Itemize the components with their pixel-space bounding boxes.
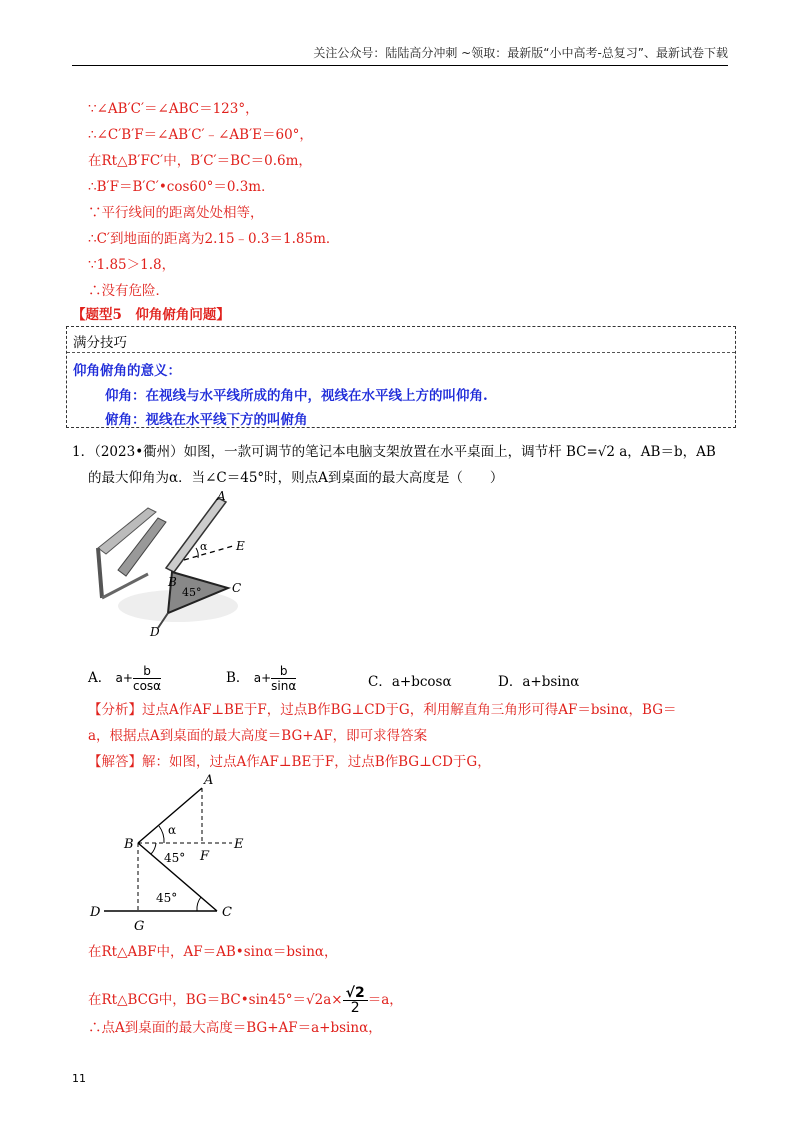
- photo-label-a: A: [217, 489, 226, 503]
- tips-divider: [67, 352, 735, 353]
- option-c-text: a+bcosα: [391, 674, 452, 690]
- solution-line: ∴没有危险．: [88, 283, 169, 299]
- analysis-line: a，根据点A到桌面的最大高度＝BG+AF，即可求得答案: [88, 728, 428, 744]
- question-line: 的最大仰角为α．当∠C＝45°时，则点A到桌面的最大高度是（ ）: [88, 470, 504, 486]
- answer-fraction-num: √2: [343, 986, 368, 1001]
- option-d-text: a+bsinα: [522, 674, 580, 690]
- answer-fraction-den: 2: [350, 1000, 360, 1016]
- answer-line-bcg-pre: 在Rt△BCG中，BG＝BC•sin45°＝√2a×: [88, 992, 343, 1008]
- option-a-den: cosα: [132, 679, 162, 693]
- diagram-label-c: C: [222, 905, 232, 920]
- page-number: 11: [72, 1072, 86, 1085]
- tips-line-elevation: 仰角：在视线与水平线所成的角中，视线在水平线上方的叫仰角.: [105, 388, 488, 404]
- tips-title: 满分技巧: [73, 335, 127, 351]
- option-b[interactable]: [226, 664, 296, 693]
- option-a-label: A．: [88, 670, 112, 686]
- diagram-label-f: F: [200, 849, 210, 864]
- solution-line: ∵1.85＞1.8，: [88, 257, 176, 273]
- diagram-label-b: B: [124, 837, 134, 852]
- answer-fraction: [343, 986, 368, 1015]
- diagram-label-d: D: [90, 905, 101, 920]
- analysis-line: 【分析】过点A作AF⊥BE于F，过点B作BG⊥CD于G，利用解直角三角形可得AF＝bsinα，BG＝: [88, 702, 677, 718]
- option-b-num: b: [271, 664, 296, 679]
- section-title: 【题型5 仰角俯角问题】: [72, 307, 230, 323]
- option-d[interactable]: [498, 670, 579, 690]
- option-b-den: sinα: [271, 679, 297, 693]
- laptop-stand-figure: [88, 488, 268, 638]
- page-header: 关注公众号：陆陆高分冲刺 ~领取：最新版“小中高考-总复习”、最新试卷下载: [72, 44, 728, 66]
- photo-label-d: D: [150, 625, 160, 638]
- answer-intro: 【解答】解：如图，过点A作AF⊥BE于F，过点B作BG⊥CD于G，: [88, 754, 491, 770]
- diagram-label-angle2: 45°: [156, 891, 178, 905]
- solution-line: ∴B′F＝B′C′•cos60°＝0.3m．: [88, 179, 275, 195]
- solution-line: ∴C′到地面的距离为2.15﹣0.3＝1.85m．: [88, 231, 340, 247]
- diagram-label-a: A: [204, 773, 214, 788]
- option-b-label: B．: [226, 670, 250, 686]
- diagram-label-angle1: 45°: [164, 851, 186, 865]
- solution-line: ∴∠C′B′F＝∠AB′C′﹣∠AB′E＝60°，: [88, 127, 313, 143]
- geometry-diagram: [84, 766, 264, 936]
- tips-heading: 仰角俯角的意义：: [73, 363, 181, 379]
- option-a-prefix: a+: [115, 671, 133, 685]
- tips-line-depression: 俯角：视线在水平线下方的叫俯角: [105, 412, 308, 428]
- tips-box: [66, 326, 736, 428]
- diagram-label-alpha: α: [168, 823, 177, 837]
- solution-line: ∵∠AB′C′＝∠ABC＝123°，: [88, 101, 259, 117]
- answer-line: 在Rt△ABF中，AF＝AB•sinα＝bsinα，: [88, 944, 338, 960]
- answer-line: ∴点A到桌面的最大高度＝BG+AF＝a+bsinα，: [88, 1020, 382, 1036]
- option-a-fraction: [133, 664, 161, 693]
- photo-label-e: E: [236, 539, 245, 553]
- option-b-prefix: a+: [253, 671, 272, 685]
- diagram-label-e: E: [234, 837, 244, 852]
- option-b-fraction: [271, 664, 296, 693]
- solution-line: 在Rt△B′FC′中，B′C′＝BC＝0.6m，: [88, 153, 312, 169]
- photo-label-alpha: α: [200, 540, 208, 553]
- solution-line: ∵平行线间的距离处处相等，: [88, 205, 264, 221]
- option-a[interactable]: [88, 664, 161, 693]
- option-c[interactable]: [368, 670, 452, 690]
- photo-label-b: B: [168, 575, 177, 589]
- option-a-num: b: [133, 664, 161, 679]
- photo-label-angle: 45°: [182, 586, 202, 599]
- option-d-label: D．: [498, 674, 523, 690]
- diagram-label-g: G: [134, 919, 145, 934]
- answer-line-bcg: [88, 986, 403, 1015]
- question-line: 1．（2023•衢州）如图，一款可调节的笔记本电脑支架放置在水平桌面上，调节杆 BC=√2 a，AB＝b，AB: [72, 444, 716, 460]
- photo-label-c: C: [232, 581, 242, 595]
- answer-line-bcg-post: ＝a，: [367, 992, 403, 1008]
- option-c-label: C．: [368, 674, 392, 690]
